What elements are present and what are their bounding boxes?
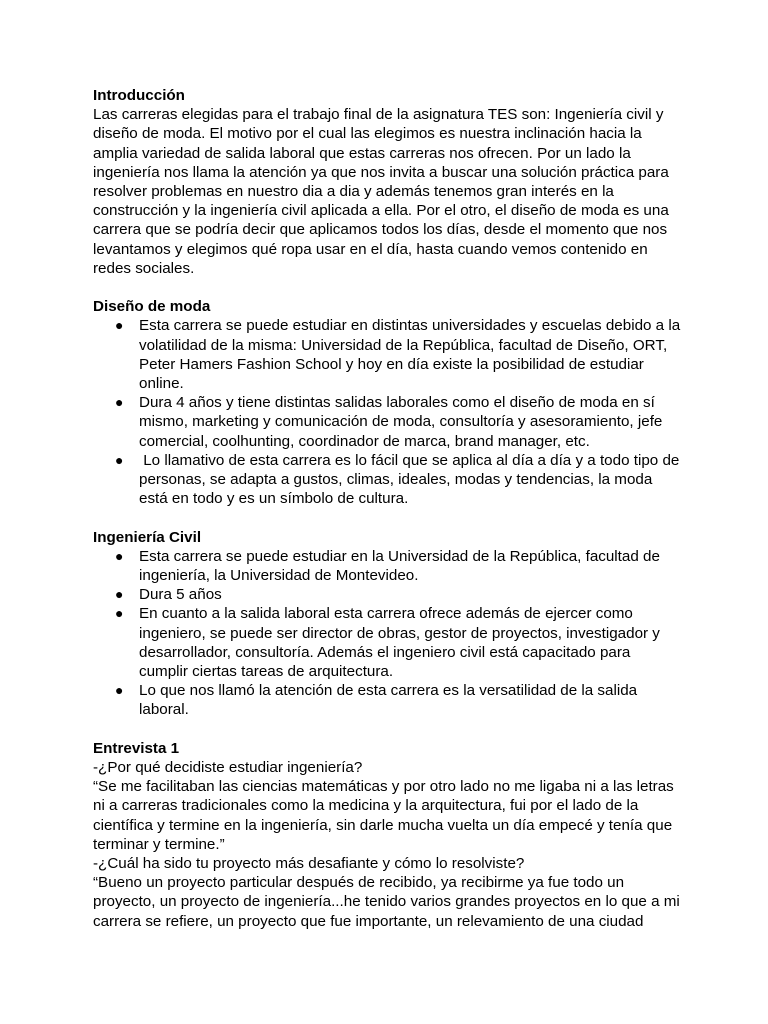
interview-question: -¿Cuál ha sido tu proyecto más desafiante y cómo lo resolviste? — [93, 855, 525, 873]
bullet-icon: ● — [115, 682, 124, 699]
list-item-text: Dura 4 años y tiene distintas salidas laborales como el diseño de moda en sí mismo, marketing y comunicación de moda, consultoría y asesoramiento, jefe comercial, coolhunting, coordinador de marca, brand manager, etc. — [139, 394, 663, 450]
list-item-text: Lo llamativo de esta carrera es lo fácil que se aplica al día a día y a todo tipo de personas, se adapta a gustos, climas, ideales, modas y tendencias, la moda está en todo y es un símbolo de cultura. — [139, 451, 684, 508]
bullet-icon: ● — [115, 394, 124, 411]
bullet-icon: ● — [115, 317, 124, 334]
interview-answer: “Se me facilitaban las ciencias matemáticas y por otro lado no me ligaba ni a las letras ni a carreras tradicionales como la medicina y la arquitectura, fui por el lado de la científica y termine en la ingeniería, sin darle mucha vuelta un día empecé y tenía que terminar y termine.” — [93, 778, 674, 853]
ingenieria-heading: Ingeniería Civil — [93, 528, 202, 546]
list-item-text: En cuanto a la salida laboral esta carrera ofrece además de ejercer como ingeniero, se puede ser director de obras, gestor de proyectos, investigador y desarrollador, consultoría. Además el ingeniero civil está capacitado para cumplir ciertas tareas de arquitectura. — [139, 605, 660, 681]
bullet-icon: ● — [115, 586, 124, 603]
list-item-text: Esta carrera se puede estudiar en la Universidad de la República, facultad de ingeniería, la Universidad de Montevideo. — [139, 547, 660, 585]
list-item — [93, 547, 683, 585]
list-item-text: Lo que nos llamó la atención de esta carrera es la versatilidad de la salida laboral. — [139, 682, 638, 719]
list-item — [93, 604, 683, 681]
bullet-icon: ● — [115, 605, 124, 622]
list-item — [93, 451, 683, 509]
document-page — [93, 86, 683, 931]
list-item — [93, 393, 683, 451]
list-item-text: Dura 5 años — [139, 586, 222, 604]
list-item — [93, 316, 683, 393]
diseno-section — [93, 297, 683, 508]
intro-section — [93, 86, 683, 278]
interview-question: -¿Por qué decidiste estudiar ingeniería? — [93, 759, 363, 777]
entrevista-section — [93, 739, 683, 931]
ingenieria-section — [93, 528, 683, 720]
list-item — [93, 585, 683, 604]
interview-answer: “Bueno un proyecto particular después de recibido, ya recibirme ya fue todo un proyecto, un proyecto de ingeniería...he tenido varios grandes proyectos en lo que a mi carrera se refiere, un proyecto que fue importante, un relevamiento de una ciudad — [93, 874, 680, 930]
entrevista-heading: Entrevista 1 — [93, 739, 180, 757]
ingenieria-list — [93, 547, 683, 720]
bullet-icon: ● — [115, 547, 124, 564]
intro-heading: Introducción — [93, 87, 185, 104]
diseno-heading: Diseño de moda — [93, 298, 211, 316]
intro-paragraph: Las carreras elegidas para el trabajo final de la asignatura TES son: Ingeniería civil y diseño de moda. El motivo por el cual las elegimos es nuestra inclinación hacia la amplia variedad de salida laboral que estas carreras nos ofrecen. Por un lado la ingeniería nos llama la atención ya que nos invita a buscar una solución práctica para resolver problemas en nuestro dia a dia y además tenemos gran interés en la construcción y la ingeniería civil aplicada a ella. Por el otro, el diseño de moda es una carrera que se podría decir que aplicamos todos los días, desde el momento que nos levantamos y elegimos qué ropa usar en el día, hasta cuando vemos contenido en redes sociales. — [93, 106, 669, 277]
diseno-list — [93, 316, 683, 508]
list-item-text: Esta carrera se puede estudiar en distintas universidades y escuelas debido a la volatilidad de la misma: Universidad de la República, facultad de Diseño, ORT, Peter Hamers Fashion School y hoy en día existe la posibilidad de estudiar online. — [139, 317, 681, 393]
bullet-icon: ● — [115, 451, 124, 468]
list-item — [93, 681, 683, 719]
